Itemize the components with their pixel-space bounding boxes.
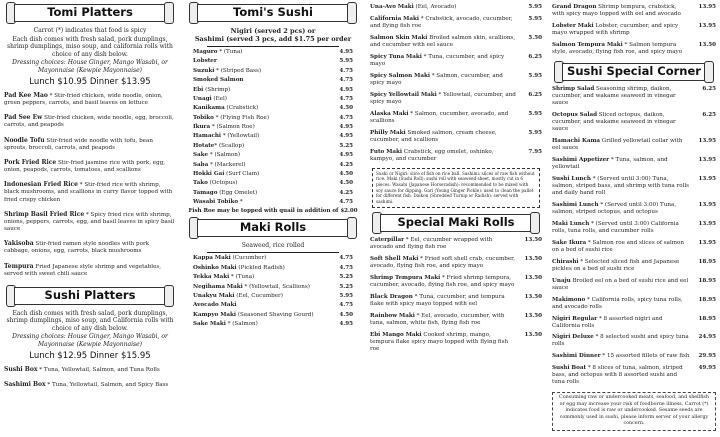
dish-name: Indonesian Fried Rice: [4, 181, 78, 189]
item-price: 4.25: [339, 161, 353, 168]
maki-rolls-list: [183, 255, 363, 328]
item-name: Maki Lunch: [552, 220, 590, 227]
dish-item: [4, 181, 176, 203]
item-price: 4.75: [339, 95, 353, 102]
item-price: 4.75: [339, 302, 353, 309]
item-description: (Eel): [211, 95, 227, 102]
menu-item: [193, 152, 353, 159]
item-price: 13.95: [698, 239, 716, 246]
dish-description: Stir-fried wide noodle with tofu, bean sprouts, broccoli, carrots, and peapods: [4, 137, 153, 151]
item-name: Ebi: [193, 86, 204, 93]
menu-item: [193, 133, 353, 140]
menu-item: [370, 294, 542, 308]
item-price: 13.50: [524, 312, 542, 319]
menu-item: [193, 302, 353, 309]
menu-item: [552, 4, 716, 18]
item-description: * (Scallop): [214, 142, 245, 149]
item-price: 6.25: [702, 111, 716, 118]
item-description: (Pickled Radish): [236, 264, 285, 271]
item-price: 5.50: [528, 34, 542, 41]
nigiri-subtitle: Nigiri (served 2 pcs) or: [230, 27, 316, 35]
menu-item: [552, 278, 716, 292]
item-price: 49.95: [698, 365, 716, 372]
menu-item: [552, 202, 716, 216]
menu-item: [370, 4, 542, 11]
item-description: Cooked shrimp, mango, tempura flake spicy mayo topped with flying fish roe: [370, 331, 509, 352]
menu-item: [370, 256, 542, 270]
menu-item: [370, 332, 542, 353]
sushi-platter-includes-note: Each dish comes with fresh salad, pork dumplings, shrimp dumplings, miso soup, and California rolls with choice of any dish below.: [6, 309, 174, 332]
item-price: 13.95: [698, 220, 716, 227]
dish-item: [4, 114, 176, 129]
item-description: Grilled yellowtail collar with eel sauce: [552, 137, 683, 151]
item-description: (Octopus): [207, 180, 238, 187]
item-price: 7.95: [528, 148, 542, 155]
item-name: Kappa Maki: [193, 255, 231, 262]
dish-description: * Stir-fried rice with shrimp, black mushrooms, and scallions in curry flavor topped with fried crispy chicken: [4, 182, 173, 203]
tomi-platters-banner: [6, 2, 174, 24]
special-rolls-cont-list: [548, 4, 720, 56]
menu-item: [552, 221, 716, 235]
column-4: [548, 0, 720, 437]
sushi-platters-title: Sushi Platters: [44, 287, 136, 302]
item-description: * 15 assorted fillets of raw fish: [600, 353, 690, 360]
item-price: 4.75: [339, 67, 353, 74]
platter-prices: Lunch $10.95 Dinner $13.95: [29, 77, 151, 87]
dish-item: [4, 366, 176, 374]
item-description: * (Salmon): [225, 321, 258, 327]
item-price: 4.95: [339, 321, 353, 327]
item-description: * Salmon roe and slices of salmon on a bed of sushi rice: [552, 239, 685, 253]
menu-item: [193, 124, 353, 131]
item-price: 4.50: [339, 311, 353, 318]
item-price: 13.50: [524, 293, 542, 300]
item-description: * Salmon tempura style, avocado, flying fish roe, and spicy mayo: [552, 41, 683, 55]
item-name: Spicy Yellowtail Maki: [370, 91, 437, 98]
sushi-special-corner-list: [548, 86, 720, 386]
dish-name: Tempura: [4, 262, 34, 270]
item-price: 4.50: [339, 180, 353, 187]
dressing-note: Dressing choices: House Ginger, Mango Wasabi, or Mayonnaise (Kewpie Mayonnaise): [12, 59, 168, 74]
item-price: 5.95: [339, 292, 353, 299]
item-name: Sushi Boat: [552, 365, 587, 372]
menu-item: [552, 316, 716, 330]
item-description: Broiled salmon skin, scallions, and cucumber with eel sauce: [370, 34, 516, 48]
item-name: Chirashi: [552, 258, 579, 265]
item-description: * (Served until 3:00) Tuna, salmon, striped octopus, and octopus: [552, 201, 677, 215]
menu-item: [193, 199, 353, 206]
dish-description: * Stir-fried chicken, wide noodle, onion, green peppers, carrots, and basil leaves on lettuce: [4, 93, 163, 107]
item-description: * (Tuna): [217, 49, 243, 55]
item-name: Avocado Maki: [193, 302, 237, 309]
dish-name: Shrimp Basil Fried Rice: [4, 210, 85, 218]
item-description: * (Flying Fish Roe): [213, 114, 270, 121]
item-description: * Selected sliced fish and Japanese pickles on a bed of sushi rice: [552, 258, 680, 272]
item-price: 18.95: [698, 277, 716, 284]
item-price: 13.50: [524, 274, 542, 281]
column-2: [183, 0, 363, 437]
item-price: 5.95: [528, 72, 542, 79]
item-price: 18.95: [698, 315, 716, 322]
item-name: Ikura: [193, 124, 211, 130]
item-description: Lobster, cucumber, and spicy mayo wrapped with shrimp: [552, 22, 679, 36]
dish-item: [4, 92, 176, 107]
item-name: Rainbow Maki: [370, 312, 415, 319]
menu-item: [193, 293, 353, 300]
item-name: Salmon Skin Maki: [370, 34, 428, 41]
dish-description: Stir-fried ramen style noodles with pork cabbage, onions, egg, carrots, black mushrooms: [4, 241, 150, 255]
menu-item: [370, 275, 542, 289]
dish-name: Sushi Box: [4, 366, 38, 374]
item-price: 4.95: [339, 152, 353, 159]
item-price: 5.95: [528, 129, 542, 136]
item-description: * Eel, cucumber wrapped with avocado and flying fish roe: [370, 236, 493, 250]
item-name: Tako: [193, 180, 208, 187]
item-price: 29.95: [698, 353, 716, 360]
item-price: 13.95: [698, 22, 716, 29]
dish-description: * Tuna, Yellowtail, Salmon, and Spicy Bass: [45, 382, 169, 389]
menu-item: [370, 111, 542, 125]
item-description: (Cucumber): [230, 255, 267, 262]
item-description: * Yellowtail, cucumber, and spicy mayo: [370, 91, 516, 105]
sushi-platters-list: [0, 366, 180, 389]
sushi-dressing-note: Dressing choices: House Ginger, Mango Wasabi, or Mayonnaise (Kewpie Mayonnaise): [12, 333, 168, 348]
item-price: 13.95: [698, 201, 716, 208]
item-price: 5.25: [339, 283, 353, 290]
menu-item: [552, 112, 716, 133]
dish-name: Pork Fried Rice: [4, 158, 57, 166]
item-description: * 8 slices of tuna, salmon, striped bass, and octopus with 8 assorted sushi and tuna rolls: [552, 365, 683, 386]
menu-item: [193, 96, 353, 103]
menu-item: [370, 130, 542, 144]
tomi-platters-title: Tomi Platters: [47, 5, 133, 19]
sushi-platter-prices: Lunch $12.95 Dinner $15.95: [29, 351, 151, 362]
sushi-special-corner-title: Sushi Special Corner: [567, 63, 701, 78]
item-description: * California rolls, spicy tuna rolls, and avocado rolls: [552, 296, 683, 310]
item-price: 13.50: [524, 331, 542, 338]
item-description: (Shrimp): [203, 86, 231, 93]
item-name: Sake Maki: [193, 321, 226, 327]
dish-description: * Spicy fried rice with shrimp, onions, peppers, carrots, egg, and basil leaves in spicy basil sauce: [4, 211, 175, 233]
menu-item: [370, 237, 542, 251]
nigiri-list: [183, 49, 363, 206]
menu-item: [552, 176, 716, 197]
menu-item: [552, 353, 716, 360]
item-name: Spicy Salmon Maki: [370, 72, 430, 79]
item-name: Sushi Lunch: [552, 175, 591, 182]
item-price: 13.95: [698, 4, 716, 10]
item-name: Maguro: [193, 49, 218, 55]
item-description: * Salmon, cucumber, and spicy mayo: [370, 72, 503, 86]
item-description: (Seasoned Shaving Gourd): [236, 311, 314, 318]
item-price: 4.95: [339, 49, 353, 55]
item-name: Spicy Tuna Maki: [370, 53, 422, 60]
item-price: 5.95: [528, 110, 542, 117]
item-price: 4.75: [339, 199, 353, 205]
dish-item: [4, 137, 176, 152]
maki-rolls-banner: [189, 217, 357, 239]
menu-item: [370, 149, 542, 163]
item-price: 13.95: [698, 137, 716, 144]
menu-item: [193, 77, 353, 84]
dish-description: Fried Japanese style shrimp and vegetables, served with sweet chili sauce: [4, 263, 162, 277]
item-description: * Crabstick, avocado, cucumber, and flying fish roe: [370, 15, 513, 29]
item-description: (Egg Omelet): [217, 189, 258, 196]
menu-item: [552, 334, 716, 348]
dish-item: [4, 381, 176, 389]
item-price: 4.75: [339, 77, 353, 84]
item-name: Nigiri Deluxe: [552, 334, 594, 341]
menu-item: [370, 16, 542, 30]
item-name: Unagi: [193, 95, 212, 102]
item-name: Suzuki: [193, 67, 215, 74]
item-price: 13.50: [524, 236, 542, 243]
item-name: Philly Maki: [370, 129, 406, 136]
item-description: * 8 selected sushi and spicy tuna rolls: [552, 334, 689, 348]
item-price: 4.50: [339, 170, 353, 177]
item-price: 6.25: [702, 85, 716, 92]
item-name: Sake Ikura: [552, 239, 587, 246]
item-description: * 8 assorted nigiri and California rolls: [552, 315, 663, 329]
item-description: Broiled eel on a bed of sushi rice and eel sauce: [552, 277, 689, 291]
sushi-platters-banner: [6, 285, 174, 307]
item-price: 5.95: [528, 15, 542, 22]
menu-item: [193, 87, 353, 94]
item-name: Tamago: [193, 189, 218, 196]
raw-food-disclaimer: Consuming raw or undercooked meats, seafood, and shellfish or egg may increase your risk of foodborne illness. Carrot (*) indicates food is raw or undercooked. Sesame seeds are commonly used in sushi, please inform server of your allergy concern.: [552, 392, 716, 430]
item-name: Oshinko Maki: [193, 264, 237, 271]
menu-item: [193, 255, 353, 262]
item-price: 13.50: [698, 41, 716, 48]
dish-name: Pad Kee Mao: [4, 92, 48, 99]
menu-item: [370, 35, 542, 49]
item-description: *: [238, 199, 243, 205]
item-name: Smoked Salmon: [193, 77, 244, 84]
special-maki-list: [366, 237, 546, 353]
menu-item: [552, 297, 716, 311]
item-description: * (Served until 3:00) California rolls, tuna rolls, and cucumber rolls: [552, 220, 679, 234]
item-description: * (Salmon Roe): [210, 124, 255, 130]
item-description: * Fried shrimp tempura, cucumber, avocado, flying fish roe, and spicy mayo: [370, 274, 515, 288]
platter-includes-note: Each dish comes with fresh salad, pork dumplings, shrimp dumplings, miso soup, and california rolls with choice of any dish below.: [7, 35, 173, 58]
item-price: 5.95: [528, 4, 542, 10]
item-name: Hamachi Kama: [552, 137, 601, 144]
item-description: * (Mackerel): [208, 161, 246, 168]
menu-item: [552, 86, 716, 107]
item-name: Saba: [193, 161, 209, 168]
item-description: * Tuna, salmon, and yellowtail: [552, 156, 668, 170]
item-price: 13.95: [698, 175, 716, 182]
item-name: Sashimi Dinner: [552, 353, 601, 360]
item-description: * (Yellowtail): [221, 133, 260, 140]
menu-item: [193, 171, 353, 178]
menu-item: [193, 143, 353, 150]
item-description: * (Yellowtail, Scallions): [242, 283, 310, 290]
menu-item: [193, 162, 353, 169]
item-price: 6.25: [528, 53, 542, 60]
roe-footnote: Fish Roe may be topped with quail in addition of $2.00: [188, 208, 358, 215]
item-name: Grand Dragon: [552, 4, 597, 10]
item-name: Hokki Gai: [193, 170, 225, 177]
dish-item: [4, 263, 176, 278]
item-description: * (Salmon): [208, 152, 241, 159]
menu-item: [552, 240, 716, 254]
item-name: Sake: [193, 152, 209, 159]
item-name: California Maki: [370, 15, 419, 22]
item-name: Hotate: [193, 142, 215, 149]
item-name: Lobster: [193, 58, 217, 65]
item-price: 5.25: [339, 274, 353, 281]
menu-item: [193, 284, 353, 291]
menu-item: [552, 259, 716, 273]
item-name: Makimono: [552, 296, 586, 303]
menu-item: [193, 115, 353, 122]
maki-rolls-title: Maki Rolls: [239, 220, 307, 235]
special-maki-banner: [372, 212, 540, 234]
item-name: Caterpillar: [370, 236, 405, 243]
item-name: Una-Avo Maki: [370, 4, 414, 10]
item-name: Octopus Salad: [552, 111, 597, 118]
column-1: [0, 0, 180, 437]
item-name: Alaska Maki: [370, 110, 409, 117]
item-name: Tekka Maki: [193, 274, 230, 281]
menu-item: [370, 313, 542, 327]
menu-item: [193, 49, 353, 56]
menu-item: [552, 23, 716, 37]
menu-item: [193, 274, 353, 281]
item-price: 4.75: [339, 255, 353, 262]
item-name: Black Dragon: [370, 293, 413, 300]
menu-item: [552, 42, 716, 56]
item-price: 24.95: [698, 334, 716, 341]
item-description: Sliced octopus, daikon, cucumber, and wakame seaweed in vinegar sauce: [552, 111, 676, 132]
item-price: 4.50: [339, 105, 353, 112]
dish-item: [4, 240, 176, 255]
item-name: Nigiri Regular: [552, 315, 598, 322]
menu-item: [552, 365, 716, 386]
sashimi-subtitle: Sashimi (served 3 pcs, add $1.75 per order: [194, 35, 352, 43]
dish-name: Pad See Ew: [4, 114, 43, 122]
menu-item: [370, 54, 542, 68]
menu-item: [193, 180, 353, 187]
item-name: Sashimi Lunch: [552, 201, 599, 208]
tomi-platters-list: [0, 92, 180, 278]
item-description: * Tuna, cucumber, and spicy mayo: [370, 53, 505, 67]
item-price: 4.75: [339, 264, 353, 271]
item-price: 18.95: [698, 296, 716, 303]
sushi-glossary: Sushi or Nigiri: slice of fish on rice ball. Sashimi: slices of raw fish without rice. Maki (Sushi Roll): sushi roll with seaweed sheet, mostly cut in 6 pieces. Wasabi (Japanese Horseradish): recommended to be mixed with soy sauce for dipping. Gari (Young Ginger Pickle): used to clean the pallet for different fish. Daikon (Shredded Turnip or Radish): served with sashimi.: [372, 168, 540, 208]
menu-item: [370, 73, 542, 87]
item-name: Shrimp Salad: [552, 85, 595, 92]
item-description: (Surf Clam): [224, 170, 260, 177]
item-name: Kampyo Maki: [193, 311, 237, 318]
item-description: * Eel, avocado, cucumber, with tuna, salmon, white fish, flying fish roe: [370, 312, 505, 326]
item-name: Unaju: [552, 277, 571, 284]
item-description: (Eel, Avocado): [413, 4, 457, 10]
item-description: Crabstick, egg omelet, oshinko, kampyo, and cucumber: [370, 148, 494, 162]
item-description: * (Striped Bass): [214, 67, 262, 74]
dish-item: [4, 159, 176, 174]
item-price: 4.75: [339, 114, 353, 121]
menu-item: [193, 105, 353, 112]
menu-item: [552, 138, 716, 152]
item-price: 4.95: [339, 86, 353, 93]
item-name: Soft Shell Maki: [370, 255, 419, 262]
item-description: Seasoning shrimp, daikon, cucumber, and wakame seaweed in vinegar sauce: [552, 85, 676, 106]
item-description: * Salmon, cucumber, avocado, and scallions: [370, 110, 509, 124]
item-name: Sashimi Appetizer: [552, 156, 610, 163]
sushi-special-corner-banner: [554, 61, 714, 83]
item-price: 13.95: [698, 156, 716, 163]
dish-description: * Tuna, Yellowtail, Salmon, and Tuna Rolls: [37, 367, 160, 374]
item-price: 13.50: [524, 255, 542, 262]
item-price: 18.95: [698, 258, 716, 265]
menu-item: [193, 265, 353, 272]
menu-item: [193, 190, 353, 197]
item-description: (Crabstick): [224, 105, 259, 112]
item-price: 4.95: [339, 133, 353, 140]
item-name: Kanikama: [193, 105, 225, 112]
dish-description: Stir-fried chicken, wide noodle, egg, broccoli, carrots, and peapods: [4, 115, 174, 129]
dish-item: [4, 211, 176, 233]
item-name: Salmon Tempura Maki: [552, 41, 623, 48]
item-description: * (Tuna): [229, 274, 255, 281]
menu-item: [552, 157, 716, 171]
dish-name: Noodle Tofu: [4, 136, 45, 144]
item-description: * (Served until 3:00) Tuna, salmon, striped bass, and shrimp with tuna rolls and daily hand roll: [552, 175, 690, 196]
special-maki-title: Special Maki Rolls: [397, 214, 515, 229]
item-description: (Eel, Cucumber): [234, 292, 283, 299]
menu-item: [193, 312, 353, 319]
item-price: 4.95: [339, 124, 353, 130]
item-name: Tobiko: [193, 114, 214, 121]
item-price: 6.25: [528, 91, 542, 98]
maki-rolls-subtitle: Seaweed, rice rolled: [241, 242, 305, 250]
dish-name: Yakisoba: [4, 240, 34, 248]
item-description: Shrimp tempura, crabstick, with spicy mayo topped with eel and avocado: [552, 4, 681, 17]
item-name: Hamachi: [193, 133, 222, 140]
item-name: Wasabi Tobiko: [193, 199, 239, 205]
item-name: Ebi Mango Maki: [370, 331, 422, 338]
tomis-sushi-title: Tomi's Sushi: [233, 5, 313, 19]
maki-rolls-cont-list: [366, 4, 546, 163]
item-price: 4.25: [339, 189, 353, 196]
item-price: 5.95: [339, 58, 353, 65]
spicy-note: Carrot (*) indicates that food is spicy: [33, 27, 147, 34]
menu-item: [193, 68, 353, 75]
menu-item: [370, 92, 542, 106]
menu-item: [193, 58, 353, 65]
item-description: Smoked salmon, cream cheese, cucumber, and scallions: [370, 129, 497, 143]
dish-name: Sashimi Box: [4, 381, 46, 389]
item-name: Shrimp Tempura Maki: [370, 274, 441, 281]
dish-description: Stir-fried jasmine rice with pork, egg, onion, peapods, carrots, tomatoes, and scallions: [4, 159, 166, 174]
tomis-sushi-banner: [189, 2, 357, 24]
item-description: * Fried soft shell crab, cucumber, avocado, flying fish roe, and spicy mayo: [370, 255, 516, 269]
item-description: * Tuna, cucumber, and tempura flake with spicy mayo topped with eel: [370, 293, 505, 307]
menu-item: [193, 321, 353, 328]
item-name: Lobster Maki: [552, 22, 594, 29]
item-price: 5.25: [339, 142, 353, 149]
item-name: Unakyu Maki: [193, 292, 235, 299]
item-name: Futo Maki: [370, 148, 403, 155]
item-name: Negihama Maki: [193, 283, 243, 290]
column-3: [366, 0, 546, 437]
